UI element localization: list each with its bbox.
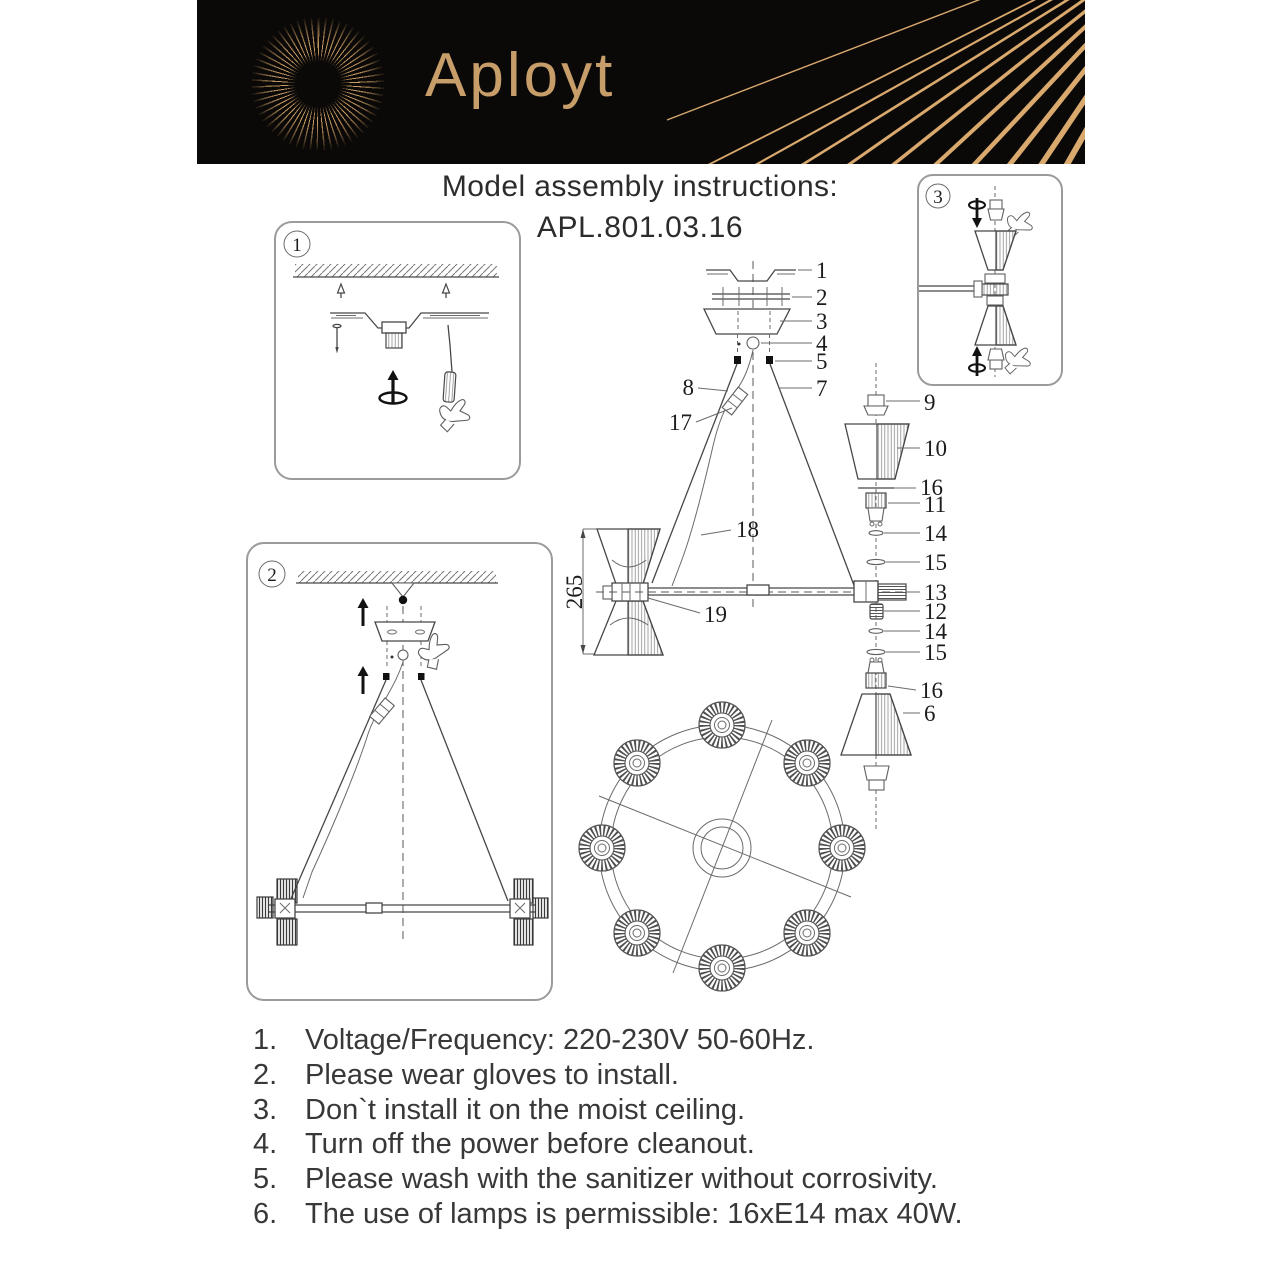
wall-anchor-icon — [443, 284, 450, 298]
item-text: Please wear gloves to install. — [305, 1058, 679, 1091]
item-number: 1. — [253, 1024, 278, 1056]
ring-bar — [648, 585, 856, 595]
up-arrow-icon — [358, 598, 369, 626]
part-label: 19 — [704, 602, 727, 627]
brand-name: Aployt — [425, 41, 616, 110]
canopy-cup — [375, 622, 435, 641]
wall-anchor-icon — [338, 284, 345, 298]
suspension-cable-right — [770, 364, 855, 588]
part-crossbar — [712, 287, 790, 306]
part-washer — [867, 649, 885, 654]
part-washer — [867, 559, 885, 564]
wire-connector — [370, 698, 395, 724]
item-text: Turn off the power before cleanout. — [305, 1128, 755, 1161]
lamp-top-view — [784, 740, 830, 786]
part-label: 3 — [816, 309, 828, 334]
item-text: Voltage/Frequency: 220-230V 50-60Hz. — [305, 1024, 815, 1056]
part-label: 6 — [924, 701, 936, 726]
instruction-item — [253, 1197, 1073, 1232]
part-label: 14 — [924, 619, 947, 644]
power-wire — [303, 662, 403, 898]
part-label: 17 — [669, 410, 692, 435]
panel-2-hanging-frame — [247, 543, 552, 1000]
socket-cup-icon — [988, 349, 1004, 369]
ring-bar — [268, 903, 536, 913]
exploded-view-top — [652, 258, 855, 610]
suspension-cable-left — [652, 364, 737, 583]
item-number: 2. — [253, 1058, 278, 1091]
lamp-top-view — [819, 825, 865, 871]
part-label: 18 — [736, 517, 759, 542]
part-label: 11 — [924, 492, 947, 517]
instruction-item — [253, 1093, 1073, 1128]
socket-cup-icon — [988, 200, 1004, 220]
part-label: 2 — [816, 285, 828, 310]
exploded-column-right — [841, 363, 948, 830]
part-label: 10 — [924, 436, 947, 461]
part-label: 13 — [924, 580, 947, 605]
part-cable-stop — [734, 356, 741, 364]
part-cable-stop — [766, 356, 773, 364]
part-label: 16 — [920, 475, 943, 500]
part-label: 1 — [816, 258, 828, 283]
panel-1-number: 1 — [292, 235, 302, 256]
safety-instructions — [253, 1023, 1073, 1232]
dimension-label: 265 — [562, 574, 587, 610]
page-title: Model assembly instructions: — [441, 170, 839, 203]
part-label: 7 — [816, 376, 828, 401]
screw-down-icon — [969, 198, 985, 228]
suspension-cable — [421, 680, 508, 901]
part-label: 12 — [924, 599, 947, 624]
part-label: 9 — [924, 390, 936, 415]
part-bottom-cup — [864, 766, 889, 790]
item-text: The use of lamps is permissible: 16xE14 max 40W. — [305, 1197, 963, 1230]
panel-1-ceiling-mount — [275, 222, 520, 479]
hand-icon — [436, 395, 474, 435]
item-number: 6. — [253, 1197, 278, 1230]
plan-view — [579, 702, 865, 991]
instruction-item — [253, 1162, 1073, 1197]
part-label: 14 — [924, 521, 947, 546]
lamp-top-view — [699, 702, 745, 748]
item-text: Please wash with the sanitizer without corrosivity. — [305, 1163, 938, 1196]
panel-3-number: 3 — [933, 187, 943, 208]
ceiling-hook — [392, 583, 414, 597]
end-lamp-right — [510, 879, 548, 945]
model-number: APL.801.03.16 — [536, 211, 744, 244]
screw-up-icon — [969, 346, 985, 376]
mounting-bracket — [330, 313, 489, 348]
part-finial — [864, 395, 888, 415]
part-label: 8 — [682, 375, 694, 400]
screw-icon — [333, 324, 341, 353]
lamp-top-view — [614, 740, 660, 786]
hand-icon — [1000, 343, 1034, 379]
item-number: 3. — [253, 1093, 278, 1126]
center-socket — [919, 274, 1008, 305]
part-washer — [869, 629, 883, 634]
part-socket-inverted — [866, 658, 886, 688]
part-canopy — [704, 309, 790, 334]
panel-3-shade-assembly — [918, 175, 1062, 385]
item-number: 5. — [253, 1163, 278, 1196]
lamp-top-view — [784, 910, 830, 956]
item-text: Don`t install it on the moist ceiling. — [305, 1093, 746, 1126]
part-label: 15 — [924, 640, 947, 665]
suspension-cable — [290, 680, 386, 901]
part-socket — [866, 493, 886, 526]
part-label: 5 — [816, 349, 828, 374]
lamp-top-view — [699, 945, 745, 991]
part-ceiling-bracket — [706, 270, 796, 281]
item-number: 4. — [253, 1128, 278, 1161]
panel-2-number: 2 — [267, 565, 277, 586]
part-label: 16 — [920, 678, 943, 703]
ceiling-hatch — [298, 571, 496, 583]
up-arrow-icon — [358, 666, 369, 694]
part-label: 4 — [816, 331, 828, 356]
part-nut — [870, 604, 883, 619]
instruction-item — [253, 1023, 1073, 1058]
end-lamp-left — [257, 879, 297, 945]
rotate-arrow-icon — [380, 370, 407, 404]
instruction-item — [253, 1058, 1073, 1093]
lamp-top-view — [614, 910, 660, 956]
lamp-top-view — [579, 825, 625, 871]
part-ball — [747, 337, 759, 349]
part-washer — [869, 531, 883, 536]
ceiling-hatch — [295, 264, 497, 277]
part-label: 15 — [924, 550, 947, 575]
hook-ball — [398, 650, 408, 660]
screwdriver-icon — [443, 325, 456, 402]
part-arm-hub — [854, 581, 916, 602]
instruction-item — [253, 1127, 1073, 1162]
